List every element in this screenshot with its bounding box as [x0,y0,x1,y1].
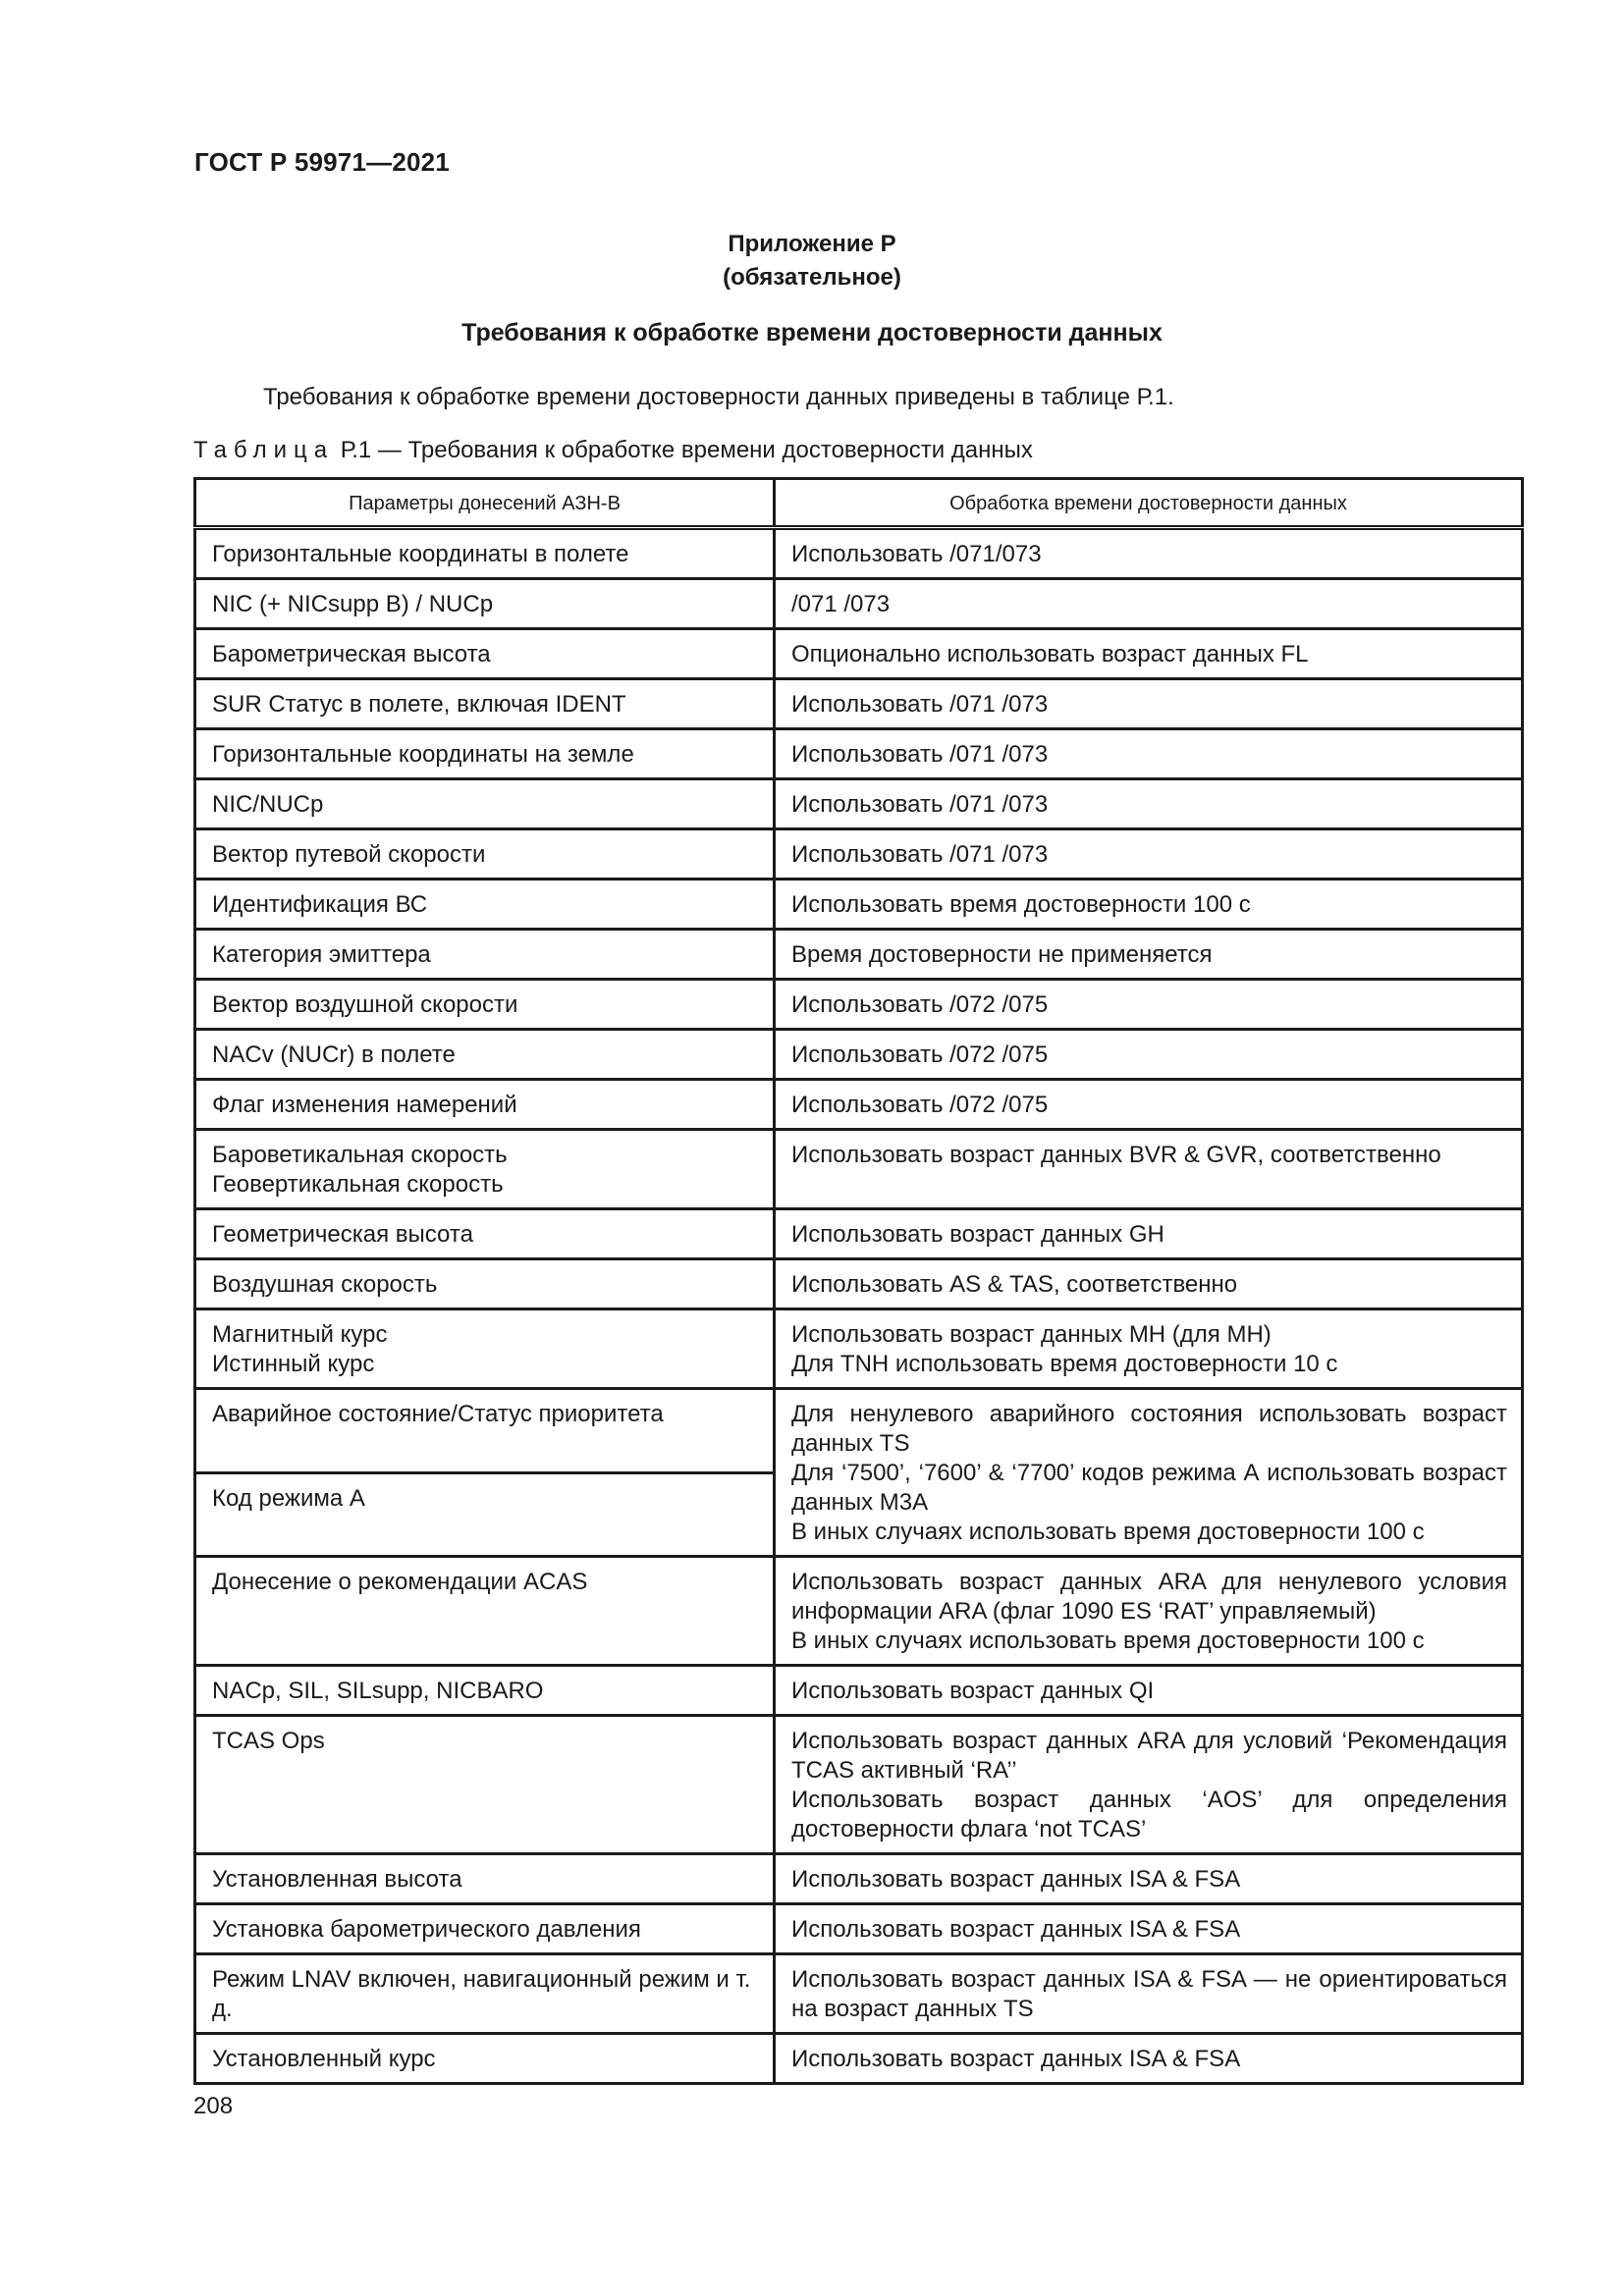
parameter-text: Геовертикальная скорость [212,1171,504,1198]
table-caption-text: Р.1 — Требования к обработке времени достоверности данных [334,437,1033,463]
parameter-cell [195,528,775,579]
column-header-parameters: Параметры донесений АЗН-В [195,479,775,528]
table-row [195,729,1523,779]
parameter-text: NACp, SIL, SILsupp, NICBARO [212,1678,544,1704]
section-title: Требования к обработке времени достоверности данных [461,319,1163,347]
processing-cell [775,779,1523,829]
table-row [195,579,1523,629]
table-row [195,1904,1523,1954]
parameter-text: NACv (NUCr) в полете [212,1041,456,1068]
parameter-text: Установленный курс [212,2046,436,2072]
processing-cell [775,1389,1523,1557]
parameter-cell [195,1209,775,1259]
processing-text: Использовать возраст данных ISA & FSA [791,1866,1241,1893]
table-row [195,1389,1523,1473]
table-row [195,1259,1523,1309]
parameter-cell [195,1309,775,1389]
table-row [195,829,1523,880]
processing-cell [775,528,1523,579]
processing-text: Использовать возраст данных ISA & FSA [791,2046,1241,2072]
parameter-cell [195,1130,775,1209]
parameter-text: Бароветикальная скорость [212,1142,508,1168]
parameter-text: Донесение о рекомендации ACAS [212,1569,588,1595]
parameter-text: Аварийное состояние/Статус приоритета [212,1401,664,1427]
table-row [195,1854,1523,1904]
parameter-text: TCAS Ops [212,1728,325,1754]
processing-text: Использовать /071/073 [791,541,1042,567]
processing-cell [775,930,1523,980]
parameter-cell [195,2034,775,2084]
parameter-cell [195,1716,775,1854]
parameter-text: Горизонтальные координаты на земле [212,741,634,768]
processing-text: Использовать возраст данных ‘AOS’ для определения достоверности флага ‘not TCAS’ [791,1787,1507,1842]
processing-text: Время достоверности не применяется [791,941,1213,968]
intro-paragraph: Требования к обработке времени достоверности данных приведены в таблице Р.1. [263,384,1174,410]
processing-text: Использовать возраст данных ARA для ненулевого условия информации ARA (флаг 1090 ES ‘RAT’ управляемый) [791,1569,1507,1625]
table-row [195,679,1523,729]
parameter-text: Режим LNAV включен, навигационный режим и т. д. [212,1966,751,2022]
processing-text: Опционально использовать возраст данных FL [791,641,1309,667]
table-row [195,2034,1523,2084]
table-row [195,980,1523,1030]
parameter-cell [195,1557,775,1666]
processing-text: Использовать /072 /075 [791,991,1049,1018]
processing-cell [775,1666,1523,1716]
parameter-cell [195,829,775,880]
table-body [195,528,1523,2084]
processing-text: В иных случаях использовать время достоверности 100 с [791,1519,1425,1545]
table-row [195,1209,1523,1259]
parameter-text: Код режима А [212,1484,365,1512]
processing-cell [775,829,1523,880]
parameter-cell [195,679,775,729]
validity-time-table [193,477,1524,2085]
processing-cell [775,1954,1523,2034]
processing-cell [775,1209,1523,1259]
parameter-text: NIC (+ NICsupp B) / NUCp [212,591,494,617]
processing-text: Использовать возраст данных ARA для условий ‘Рекомендация TCAS активный ‘RA’’ [791,1728,1507,1784]
parameter-text: Вектор путевой скорости [212,841,486,868]
parameter-cell [195,1259,775,1309]
processing-cell [775,1854,1523,1904]
parameter-text: Идентификация ВС [212,891,428,918]
processing-cell [775,1080,1523,1130]
processing-text: Использовать возраст данных MH (для MH) [791,1321,1272,1348]
processing-cell [775,2034,1523,2084]
table-row [195,930,1523,980]
parameter-text: Барометрическая высота [212,641,491,667]
document-code: ГОСТ Р 59971—2021 [194,147,450,177]
table-row [195,1130,1523,1209]
parameter-cell [195,1030,775,1080]
processing-text: В иных случаях использовать время достоверности 100 с [791,1628,1425,1654]
parameter-text: Воздушная скорость [212,1271,438,1298]
processing-cell [775,1716,1523,1854]
parameter-cell [195,1389,775,1473]
processing-cell [775,880,1523,930]
table-row [195,1716,1523,1854]
processing-text: Для TNH использовать время достоверности 10 с [791,1351,1338,1377]
parameter-cell [195,1080,775,1130]
table-row [195,1557,1523,1666]
parameter-cell [195,880,775,930]
table-caption [193,437,1033,464]
table-row [195,1030,1523,1080]
parameter-cell [195,1904,775,1954]
processing-text: /071 /073 [791,591,891,617]
processing-cell [775,980,1523,1030]
appendix-heading [0,228,1624,294]
processing-text: Использовать возраст данных GH [791,1221,1164,1248]
parameter-cell [195,1854,775,1904]
processing-text: Использовать время достоверности 100 с [791,891,1251,918]
parameter-text: NIC/NUCp [212,791,324,818]
appendix-status: (обязательное) [723,264,901,291]
processing-cell [775,1309,1523,1389]
processing-cell [775,1259,1523,1309]
parameter-cell [195,579,775,629]
parameter-text: Установка барометрического давления [212,1916,641,1943]
parameter-cell [195,779,775,829]
appendix-title: Приложение Р [728,231,896,257]
processing-text: Для ненулевого аварийного состояния использовать возраст данных TS [791,1401,1507,1457]
table-row [195,1309,1523,1389]
parameter-cell [195,629,775,679]
processing-cell [775,1904,1523,1954]
parameter-text: Вектор воздушной скорости [212,991,518,1018]
processing-text: Использовать возраст данных QI [791,1678,1155,1704]
processing-cell [775,629,1523,679]
processing-text: Использовать /071 /073 [791,841,1049,868]
table-header-row [195,479,1523,528]
table-row [195,1666,1523,1716]
processing-cell [775,1557,1523,1666]
parameter-text: Флаг изменения намерений [212,1092,517,1118]
processing-text: Использовать возраст данных ISA & FSA — не ориентироваться на возраст данных TS [791,1966,1507,2022]
parameter-text: Установленная высота [212,1866,462,1893]
table-caption-label: Таблица [193,437,335,463]
column-header-processing: Обработка времени достоверности данных [775,479,1523,528]
table-row [195,1954,1523,2034]
table-row [195,880,1523,930]
parameter-cell [195,1954,775,2034]
table-row [195,528,1523,579]
parameter-cell [195,729,775,779]
table-row [195,779,1523,829]
parameter-text: Геометрическая высота [212,1221,473,1248]
parameter-text: Категория эмиттера [212,941,431,968]
parameter-text: SUR Статус в полете, включая IDENT [212,691,626,718]
parameter-cell [195,1666,775,1716]
parameter-text: Истинный курс [212,1351,375,1377]
page-number: 208 [193,2093,234,2119]
parameter-cell [195,980,775,1030]
parameter-cell [195,930,775,980]
processing-text: Использовать /072 /075 [791,1041,1049,1068]
processing-text: Для ‘7500’, ‘7600’ & ‘7700’ кодов режима А использовать возраст данных M3A [791,1460,1507,1516]
processing-cell [775,1130,1523,1209]
processing-cell [775,729,1523,779]
processing-text: Использовать /071 /073 [791,691,1049,718]
processing-text: Использовать /071 /073 [791,791,1049,818]
table-row [195,1080,1523,1130]
parameter-cell [195,1472,775,1557]
processing-text: Использовать /072 /075 [791,1092,1049,1118]
processing-cell [775,579,1523,629]
processing-text: Использовать /071 /073 [791,741,1049,768]
processing-text: Использовать возраст данных ISA & FSA [791,1916,1241,1943]
processing-cell [775,1030,1523,1080]
parameter-text: Магнитный курс [212,1321,388,1348]
processing-text: Использовать AS & TAS, соответственно [791,1271,1238,1298]
processing-text: Использовать возраст данных BVR & GVR, соответственно [791,1142,1441,1168]
table-row [195,629,1523,679]
parameter-text: Горизонтальные координаты в полете [212,541,629,567]
processing-cell [775,679,1523,729]
